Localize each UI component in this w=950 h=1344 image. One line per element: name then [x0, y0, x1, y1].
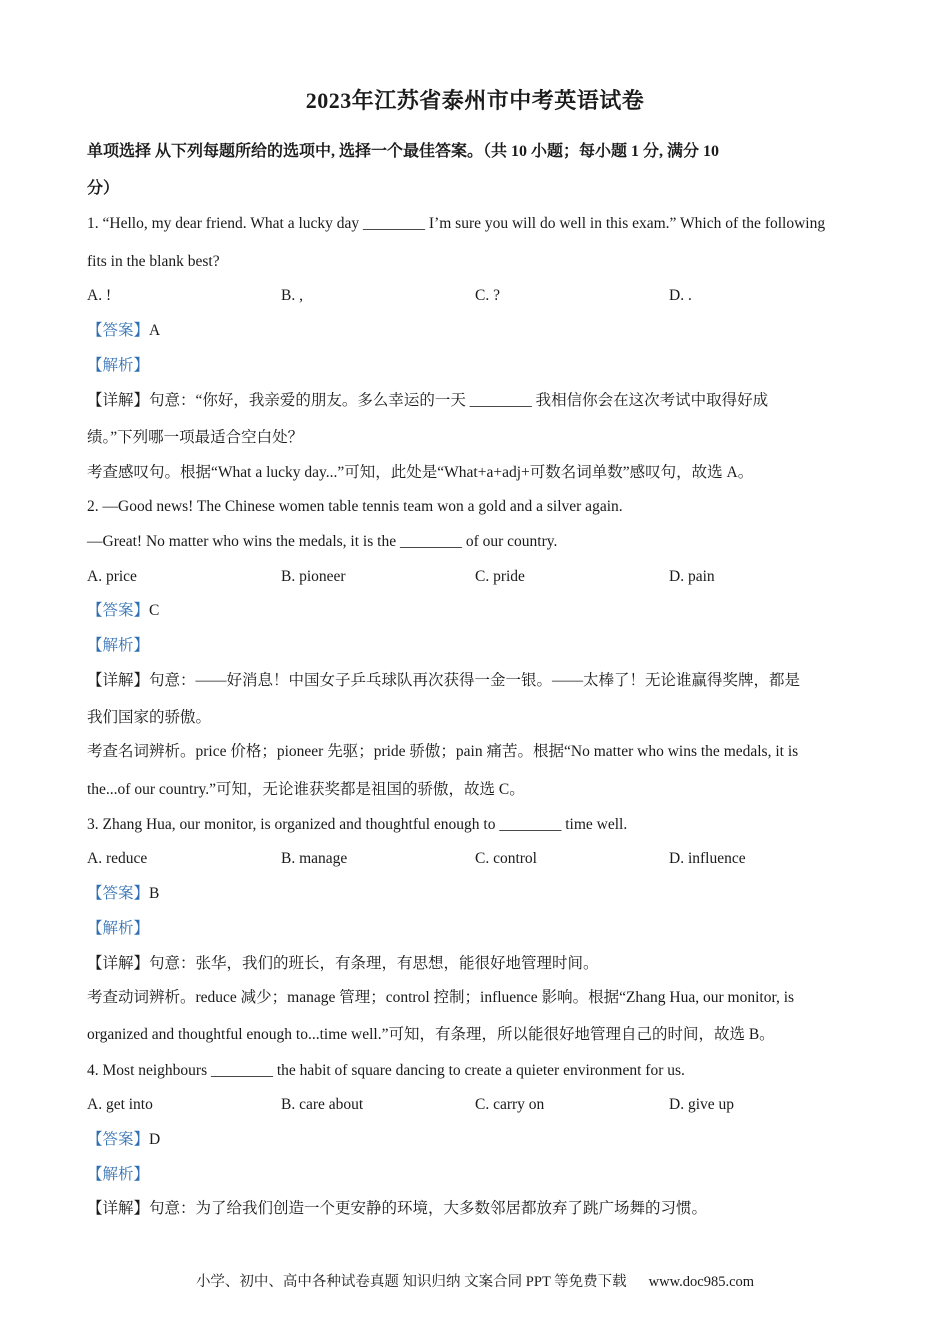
- detail-tag: 【详解】: [87, 1200, 150, 1217]
- analysis-tag: 【解析】: [87, 920, 150, 937]
- analysis-tag: 【解析】: [87, 1166, 150, 1183]
- detail-text: 句意：“你好，我亲爱的朋友。多么幸运的一天 ________ 我相信你会在这次考试中取得好成: [149, 392, 769, 409]
- answer-tag: 【答案】: [87, 322, 150, 339]
- question-2-explain-cont: the...of our country.”可知，无论谁获奖都是祖国的骄傲，故选 C。: [87, 781, 525, 798]
- analysis-tag: 【解析】: [87, 357, 150, 374]
- question-1-explain: 考查感叹句。根据“What a lucky day...”可知，此处是“What+a+adj+可数名词单数”感叹句，故选 A。: [87, 464, 754, 481]
- analysis-tag: 【解析】: [87, 637, 150, 654]
- question-3-stem: 3. Zhang Hua, our monitor, is organized and thoughtful enough to ________ time well.: [87, 816, 628, 833]
- question-3-explain: 考查动词辨析。reduce 减少；manage 管理；control 控制；influence 影响。根据“Zhang Hua, our monitor, is: [87, 989, 795, 1006]
- question-4-answer: [87, 1129, 160, 1151]
- footer-link[interactable]: www.doc985.com: [648, 1274, 755, 1290]
- page-footer: [0, 1270, 950, 1291]
- question-4-option-b: B. care about: [281, 1096, 364, 1113]
- detail-text: 句意：为了给我们创造一个更安静的环境，大多数邻居都放弃了跳广场舞的习惯。: [149, 1200, 708, 1217]
- question-2-explain: 考查名词辨析。price 价格；pioneer 先驱；pride 骄傲；pain 痛苦。根据“No matter who wins the medals, it is: [87, 743, 799, 760]
- question-1-stem: 1. “Hello, my dear friend. What a lucky day ________ I’m sure you will do well in this exam.” Which of the following: [87, 215, 826, 232]
- question-2-option-a: A. price: [87, 568, 137, 585]
- question-1-option-b: B. ,: [281, 287, 303, 304]
- question-2-analysis: [87, 635, 149, 657]
- question-3-analysis: [87, 918, 149, 940]
- question-3-option-a: A. reduce: [87, 850, 148, 867]
- question-3-explain-cont: organized and thoughtful enough to...time well.”可知，有条理，所以能很好地管理自己的时间，故选 B。: [87, 1026, 775, 1043]
- answer-value: D: [149, 1131, 161, 1148]
- question-1-option-a: A. !: [87, 287, 112, 304]
- question-1-analysis: [87, 355, 149, 377]
- answer-tag: 【答案】: [87, 885, 150, 902]
- answer-value: A: [149, 322, 161, 339]
- question-2-detail-cont: 我们国家的骄傲。: [87, 709, 212, 726]
- question-4-detail: [87, 1198, 707, 1220]
- page-title: 2023年江苏省泰州市中考英语试卷: [305, 88, 645, 113]
- question-3-option-b: B. manage: [281, 850, 348, 867]
- question-3-detail: [87, 953, 599, 975]
- question-4-option-a: A. get into: [87, 1096, 153, 1113]
- question-1-detail-cont: 绩。”下列哪一项最适合空白处？: [87, 429, 304, 446]
- question-1-stem-cont: fits in the blank best?: [87, 253, 220, 270]
- question-4-stem: 4. Most neighbours ________ the habit of square dancing to create a quieter environment for us.: [87, 1062, 685, 1079]
- answer-value: C: [149, 602, 160, 619]
- section-header: 单项选择 从下列每题所给的选项中, 选择一个最佳答案。（共 10 小题；每小题 1 分, 满分 10: [87, 143, 720, 160]
- question-4-option-d: D. give up: [669, 1096, 735, 1113]
- question-3-answer: [87, 883, 159, 905]
- question-1-answer: [87, 320, 160, 342]
- question-2-option-b: B. pioneer: [281, 568, 346, 585]
- section-header-cont: 分）: [87, 180, 120, 197]
- question-1-detail: [87, 390, 768, 412]
- question-2-option-c: C. pride: [475, 568, 525, 585]
- question-2-answer: [87, 600, 159, 622]
- detail-text: 句意：——好消息！中国女子乒乓球队再次获得一金一银。——太棒了！无论谁赢得奖牌，都是: [149, 672, 801, 689]
- question-4-analysis: [87, 1164, 149, 1186]
- answer-tag: 【答案】: [87, 1131, 150, 1148]
- question-4-option-c: C. carry on: [475, 1096, 545, 1113]
- answer-tag: 【答案】: [87, 602, 150, 619]
- answer-value: B: [149, 885, 160, 902]
- question-1-option-d: D. .: [669, 287, 692, 304]
- question-2-option-d: D. pain: [669, 568, 715, 585]
- footer-text: 小学、初中、高中各种试卷真题 知识归纳 文案合同 PPT 等免费下载: [195, 1274, 627, 1290]
- detail-tag: 【详解】: [87, 672, 150, 689]
- detail-tag: 【详解】: [87, 392, 150, 409]
- question-2-stem-cont: —Great! No matter who wins the medals, it is the ________ of our country.: [87, 533, 558, 550]
- detail-tag: 【详解】: [87, 955, 150, 972]
- question-1-option-c: C. ?: [475, 287, 500, 304]
- question-3-option-c: C. control: [475, 850, 537, 867]
- detail-text: 句意：张华，我们的班长，有条理，有思想，能很好地管理时间。: [149, 955, 599, 972]
- question-2-detail: [87, 670, 800, 692]
- question-2-stem: 2. —Good news! The Chinese women table tennis team won a gold and a silver again.: [87, 498, 623, 515]
- question-3-option-d: D. influence: [669, 850, 746, 867]
